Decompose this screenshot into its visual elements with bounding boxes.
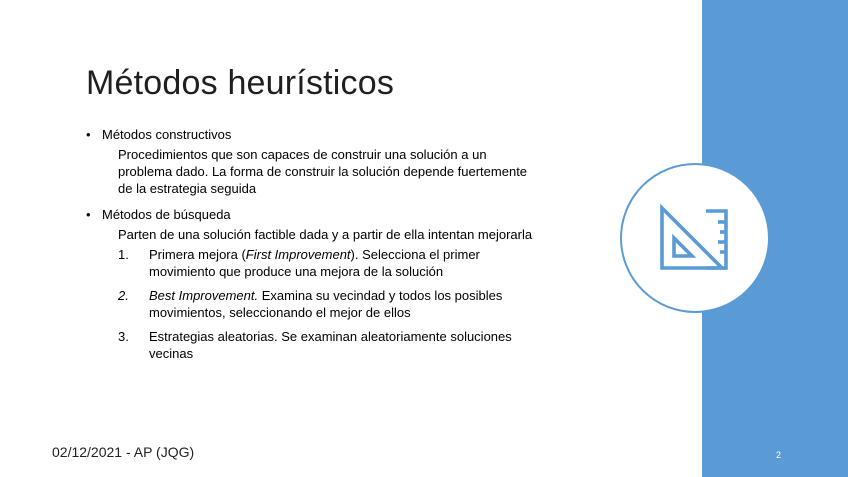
page-number: 2	[776, 450, 782, 460]
bullet-marker: •	[86, 127, 91, 142]
bullet-item	[86, 206, 536, 223]
item-text-rest: ). Selecciona el primer movimiento que produce una mejora de la solución	[149, 247, 480, 279]
triangle-ruler-icon	[658, 202, 734, 274]
item-number: 3.	[118, 329, 129, 344]
numbered-item	[86, 287, 536, 321]
icon-circle	[620, 163, 770, 313]
numbered-list	[86, 246, 536, 362]
item-text-plain: Primera mejora (	[149, 247, 246, 262]
item-text-rest: Estrategias aleatorias. Se examinan aleatoriamente soluciones vecinas	[149, 329, 512, 361]
bullet-heading: Métodos constructivos	[102, 127, 232, 142]
numbered-item	[86, 328, 536, 362]
bullet-paragraph: Procedimientos que son capaces de construir una solución a un problema dado. La forma de construir la solución depende fuertemente de la estrategia seguida	[118, 147, 528, 196]
slide-content	[86, 126, 536, 369]
slide-footer: 02/12/2021 - AP (JQG)	[52, 444, 195, 460]
bullet-paragraph: Parten de una solución factible dada y a partir de ella intentan mejorarla	[118, 227, 533, 242]
slide-title: Métodos heurísticos	[86, 64, 395, 102]
bullet-item	[86, 126, 536, 143]
numbered-item	[86, 246, 536, 280]
bullet-marker: •	[86, 207, 91, 222]
bullet-heading: Métodos de búsqueda	[102, 207, 231, 222]
item-number: 2.	[118, 288, 129, 303]
item-number: 1.	[118, 247, 129, 262]
item-text-italic: Best Improvement.	[149, 288, 259, 303]
item-text-rest: Examina su vecindad y todos los posibles movimientos, seleccionando el mejor de ellos	[149, 288, 503, 320]
item-text-italic: First Improvement	[245, 247, 351, 262]
